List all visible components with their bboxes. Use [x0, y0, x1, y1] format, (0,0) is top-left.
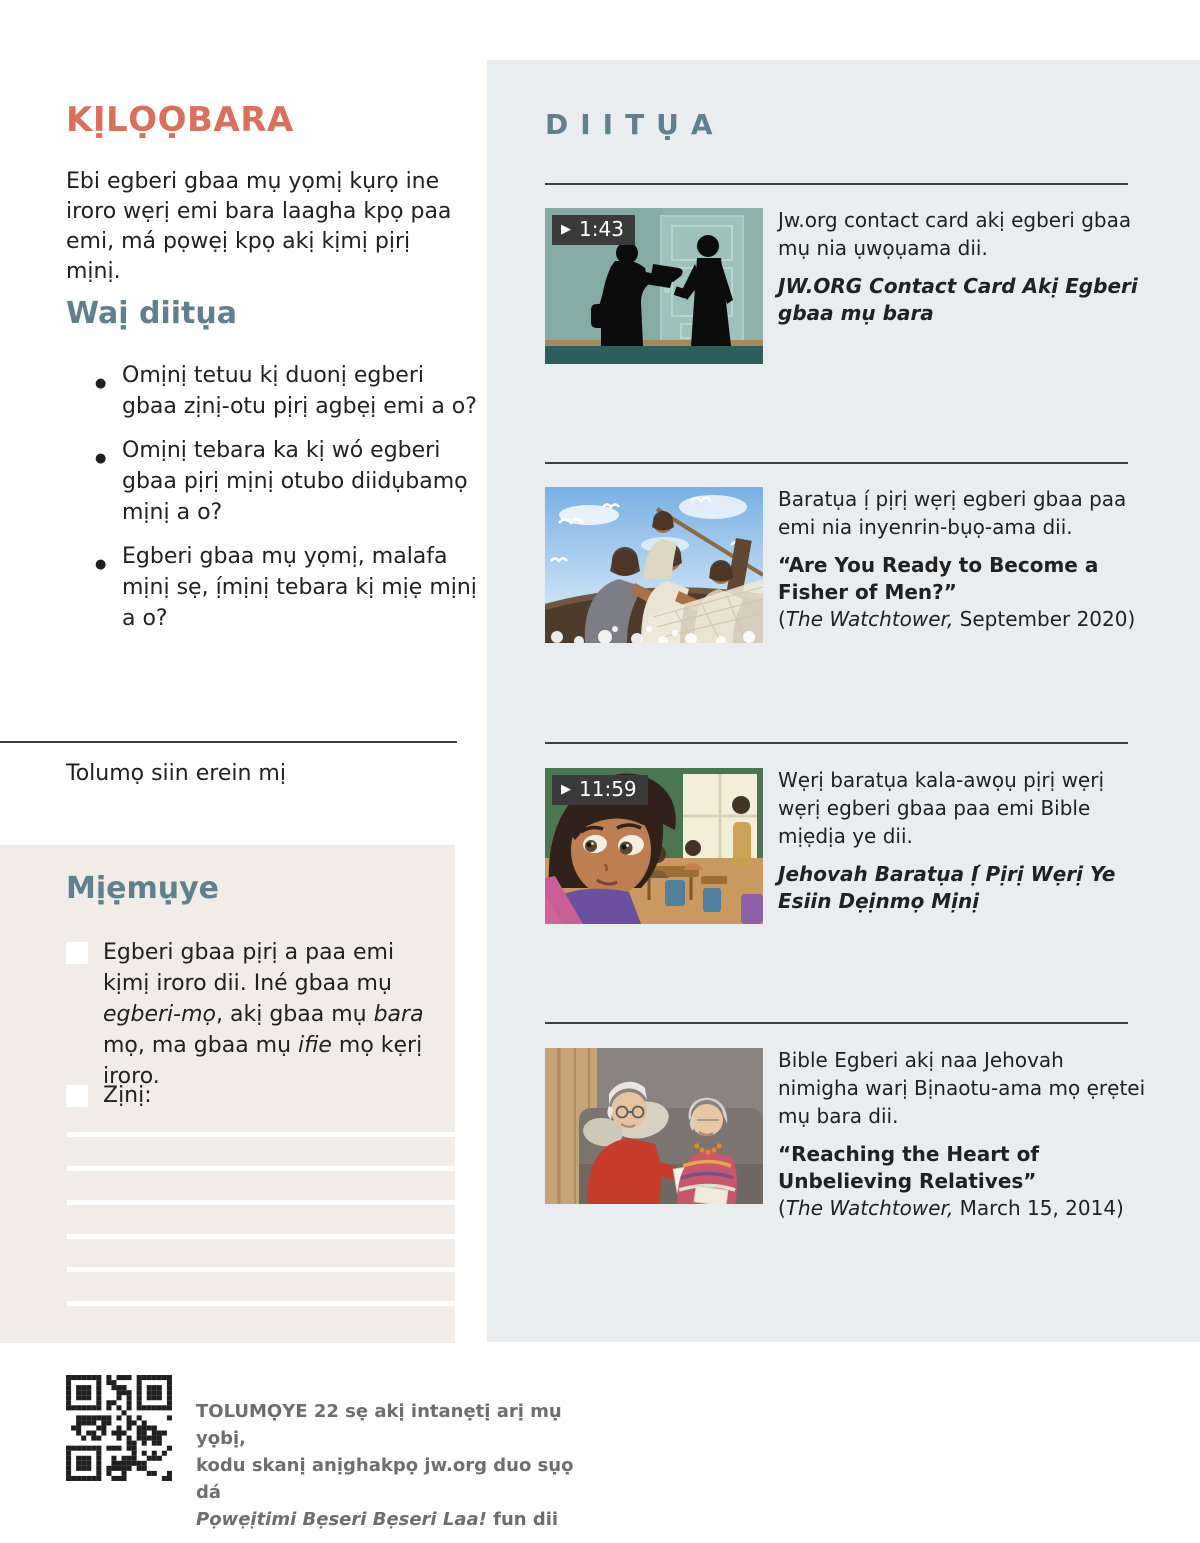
media-text	[778, 206, 1150, 327]
review-label: Tolumọ siin erein mị	[66, 761, 286, 786]
note-item-text: Egberi gbaa pịrị a paa emi kịmị iroro dii. Iné gbaa mụ egberi-mọ, akị gbaa mụ bara mọ, ma gbaa mụ ifie mọ kẹrị iroro.	[103, 940, 424, 1089]
media-heading: DIITỤA	[545, 108, 725, 141]
video-thumbnail-contact-card[interactable]	[545, 208, 763, 364]
note-item	[66, 1080, 439, 1111]
notes-section	[0, 845, 455, 1343]
article-thumbnail-couple[interactable]	[545, 1048, 763, 1204]
video-thumbnail-classroom[interactable]	[545, 768, 763, 924]
note-line[interactable]	[67, 1200, 455, 1205]
media-text	[778, 766, 1150, 915]
video-duration-badge	[552, 215, 635, 245]
question-item: ● Omịnị tebara ka kị wó egberi gbaa pịrị mịnị otubo diidụbamọ mịnị a o?	[95, 435, 477, 528]
video-duration-badge	[552, 775, 648, 805]
intro-paragraph: Ebi egberi gbaa mụ yọmị kụrọ ine iroro wẹrị emi bara laagha kpọ paa emi, má pọwẹị kpọ akị kịmị pịrị mịnị.	[66, 169, 452, 284]
notes-heading: Mịẹmụye	[66, 871, 220, 906]
note-item	[66, 937, 439, 1092]
checkbox[interactable]	[66, 1085, 88, 1107]
media-description: Wẹrị baratụa kala-awọụ pịrị wẹrị wẹrị egberi gbaa paa emi Bible mịẹdịa ye dii.	[778, 768, 1105, 848]
media-source: (The Watchtower, September 2020)	[778, 607, 1136, 631]
left-divider	[0, 741, 457, 743]
media-description: Bible Egberi akị naa Jehovah nimigha warị Bịnaotu-ama mọ ẹrẹtei mụ bara dii.	[778, 1048, 1146, 1128]
media-title[interactable]: “Reaching the Heart of Unbelieving Relatives”	[778, 1142, 1040, 1193]
elderly-couple-illustration	[545, 1048, 763, 1204]
media-text	[778, 485, 1150, 633]
qr-caption-line: Pọwẹịtimi Bẹseri Bẹseri Laa! fun dii	[196, 1509, 559, 1530]
media-text	[778, 1046, 1150, 1222]
media-title[interactable]: “Are You Ready to Become a Fisher of Men?”	[778, 553, 1099, 604]
page-title: KỊLỌỌBARA	[66, 100, 294, 140]
note-line[interactable]	[67, 1301, 455, 1306]
checkbox[interactable]	[66, 942, 88, 964]
question-item: ● Egberi gbaa mụ yọmị, malafa mịnị sẹ, ị́mịnị tebara kị mịẹ mịnị a o?	[95, 541, 477, 634]
fishermen-illustration	[545, 487, 763, 643]
play-icon: ▶	[561, 221, 571, 237]
video-duration: 11:59	[579, 777, 637, 801]
qr-caption-line: TOLUMỌYE 22 sẹ akị intanẹtị arị mụ yọbị,	[196, 1401, 562, 1449]
media-description: Jw.org contact card akị egberi gbaa mụ nia ụwọụama dii.	[778, 208, 1132, 260]
media-description: Baratụa ị́ pịrị wẹrị egberi gbaa paa emi nia inyenrin-bụọ-ama dii.	[778, 487, 1127, 539]
note-line[interactable]	[67, 1234, 455, 1239]
article-thumbnail-fishermen[interactable]	[545, 487, 763, 643]
qr-caption	[196, 1398, 576, 1533]
media-divider	[545, 462, 1128, 464]
questions-heading: Waị diitụa	[66, 296, 237, 331]
note-item-text: Zịnị:	[103, 1083, 152, 1108]
media-panel	[487, 60, 1200, 1342]
media-divider	[545, 742, 1128, 744]
note-line[interactable]	[67, 1132, 455, 1137]
media-title[interactable]: JW.ORG Contact Card Akị Egberi gbaa mụ bara	[778, 274, 1138, 325]
media-divider	[545, 1022, 1128, 1024]
question-list	[95, 360, 477, 647]
question-item: ● Omịnị tetuu kị duonị egberi gbaa zịnị-otu pịrị agbẹị emi a o?	[95, 360, 477, 422]
qr-code	[66, 1372, 172, 1484]
note-line[interactable]	[67, 1166, 455, 1171]
play-icon: ▶	[561, 781, 571, 797]
media-divider	[545, 183, 1128, 185]
media-title[interactable]: Jehovah Baratụa Ị́ Pịrị Wẹrị Ye Esiin Dẹịnmọ Mịnị	[778, 862, 1116, 913]
note-line[interactable]	[67, 1267, 455, 1272]
qr-caption-line: kodu skanị anịghakpọ jw.org duo sụọ dá	[196, 1455, 574, 1503]
video-duration: 1:43	[579, 217, 624, 241]
media-source: (The Watchtower, March 15, 2014)	[778, 1196, 1124, 1220]
